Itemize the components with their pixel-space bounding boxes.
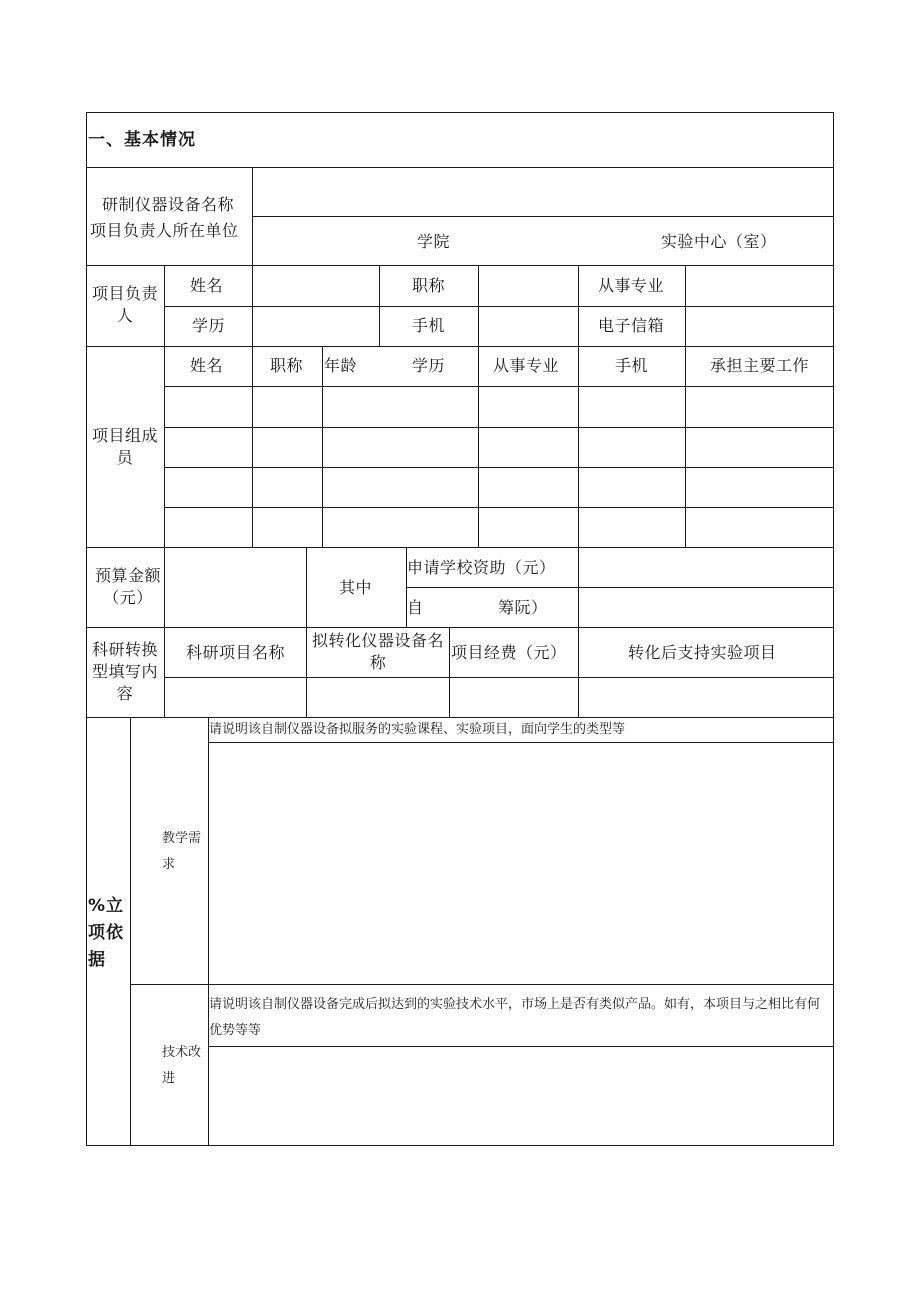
members-header: 姓名 bbox=[190, 356, 224, 375]
row-divider bbox=[86, 265, 834, 266]
row-divider bbox=[86, 627, 834, 628]
research-header: 科研项目名称 bbox=[186, 643, 286, 662]
school-funding-label: 申请学校资助（元） bbox=[407, 558, 556, 577]
row-divider bbox=[164, 467, 834, 468]
research-header: 项目经费（元） bbox=[451, 643, 567, 662]
members-header: 承担主要工作 bbox=[710, 356, 810, 375]
college-label: 学院 bbox=[417, 232, 451, 251]
device-name-label: 研制仪器设备名称 bbox=[102, 195, 235, 214]
row-divider bbox=[208, 1046, 834, 1047]
col-divider bbox=[322, 346, 323, 548]
col-divider bbox=[208, 717, 209, 1146]
center-label: 实验中心（室） bbox=[661, 232, 777, 251]
research-header: 转化后支持实验项目 bbox=[628, 643, 777, 662]
teaching-label: 教学需求 bbox=[162, 831, 202, 872]
row-divider bbox=[86, 346, 834, 347]
members-header: 手机 bbox=[615, 356, 649, 375]
col-divider bbox=[252, 265, 253, 548]
row-divider bbox=[164, 427, 834, 428]
budget-label: 预算金额（元） bbox=[94, 566, 161, 607]
form-top-border bbox=[86, 112, 834, 113]
unit-label: 项目负责人所在单位 bbox=[90, 221, 239, 240]
members-header: 职称 bbox=[270, 356, 304, 375]
row-divider bbox=[252, 216, 834, 217]
leader-major-label: 从事专业 bbox=[598, 276, 665, 295]
col-divider bbox=[379, 265, 380, 347]
tech-hint: 请说明该自制仪器设备完成后拟达到的实验技术水平，市场上是否有类似产品。如有，本项目与之相比有何优势等等 bbox=[209, 997, 821, 1038]
col-divider bbox=[478, 265, 479, 548]
row-divider bbox=[406, 587, 834, 588]
self-funding-suffix: 筹阮） bbox=[498, 598, 548, 617]
application-form bbox=[86, 112, 834, 1146]
leader-phone-label: 手机 bbox=[412, 316, 446, 335]
row-divider bbox=[86, 167, 834, 168]
row-divider bbox=[164, 677, 834, 678]
members-label: 项目组成员 bbox=[91, 426, 158, 467]
section-title: 一、基本情况 bbox=[88, 130, 196, 150]
col-divider bbox=[685, 265, 686, 548]
members-header: 学历 bbox=[412, 356, 446, 375]
row-divider bbox=[130, 984, 834, 985]
form-left-border bbox=[86, 112, 87, 1146]
leader-title-label: 职称 bbox=[412, 276, 446, 295]
tech-label: 技术改进 bbox=[162, 1045, 202, 1086]
col-divider bbox=[306, 547, 307, 718]
row-divider bbox=[164, 306, 834, 307]
col-divider bbox=[578, 547, 579, 718]
col-divider bbox=[252, 167, 253, 266]
leader-education-label: 学历 bbox=[192, 316, 226, 335]
form-right-border bbox=[833, 112, 834, 1146]
row-divider bbox=[164, 386, 834, 387]
members-header: 从事专业 bbox=[493, 356, 560, 375]
members-header: 年龄 bbox=[324, 356, 358, 375]
col-divider bbox=[578, 265, 579, 548]
research-label: 科研转换型填写内容 bbox=[91, 640, 158, 703]
self-funding-prefix: 自 bbox=[407, 598, 424, 617]
budget-among-label: 其中 bbox=[339, 578, 373, 597]
research-header: 拟转化仪器设备名称 bbox=[311, 631, 444, 672]
teaching-hint: 请说明该自制仪器设备拟服务的实验课程、实验项目，面向学生的类型等 bbox=[209, 722, 626, 737]
col-divider bbox=[449, 627, 450, 718]
basis-label: %立项依据 bbox=[88, 896, 125, 970]
form-bottom-border bbox=[86, 1145, 834, 1146]
row-divider bbox=[86, 547, 834, 548]
row-divider bbox=[164, 507, 834, 508]
col-divider bbox=[130, 717, 131, 1146]
leader-label: 项目负责人 bbox=[91, 284, 158, 325]
leader-name-label: 姓名 bbox=[190, 276, 224, 295]
leader-email-label: 电子信箱 bbox=[598, 316, 665, 335]
col-divider bbox=[164, 265, 165, 718]
